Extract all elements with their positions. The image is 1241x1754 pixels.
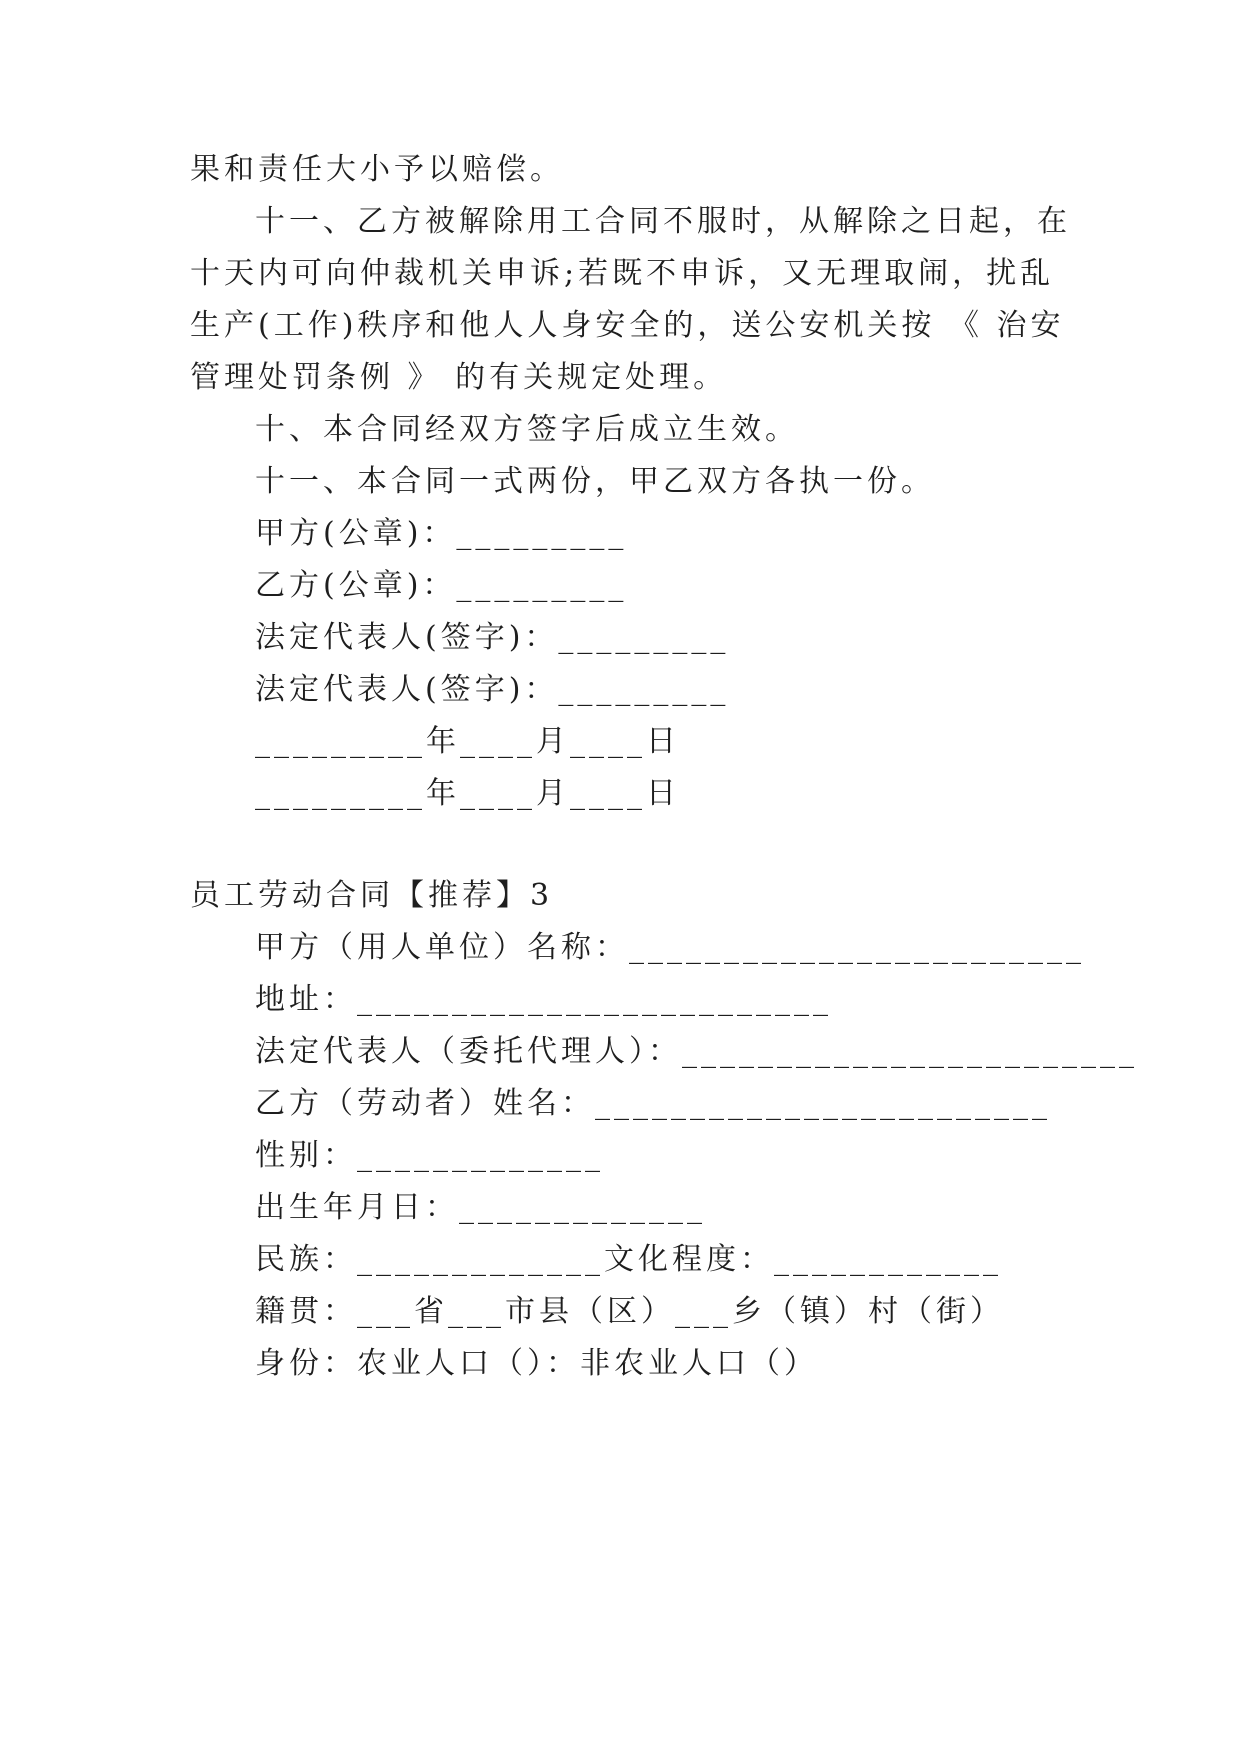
text-line: 十天内可向仲裁机关申诉;若既不申诉，又无理取闹，扰乱	[190, 256, 1055, 291]
field-line-native-place: 籍贯：___省___市县（区）___乡（镇）村（街）	[255, 1294, 1004, 1329]
field-line-birthdate: 出生年月日：_____________	[255, 1190, 706, 1225]
field-line-employer-name: 甲方（用人单位）名称：________________________	[255, 930, 1085, 965]
text-line: 果和责任大小予以赔偿。	[190, 152, 564, 187]
signature-line-party-b: 乙方(公章)：_________	[255, 568, 628, 603]
date-line: _________年____月____日	[255, 776, 680, 811]
signature-line-representative: 法定代表人(签字)：_________	[255, 672, 730, 707]
text-line: 生产(工作)秩序和他人人身安全的，送公安机关按 《 治安	[190, 308, 1065, 343]
field-line-identity: 身份：农业人口（）：非农业人口（）	[255, 1346, 818, 1381]
text-line: 十一、乙方被解除用工合同不服时，从解除之日起，在	[255, 204, 1071, 239]
text-line: 十、本合同经双方签字后成立生效。	[255, 412, 799, 447]
signature-line-party-a: 甲方(公章)：_________	[255, 516, 628, 551]
signature-line-representative: 法定代表人(签字)：_________	[255, 620, 730, 655]
text-line: 十一、本合同一式两份，甲乙双方各执一份。	[255, 464, 935, 499]
field-line-gender: 性别：_____________	[255, 1138, 604, 1173]
field-line-employee-name: 乙方（劳动者）姓名：________________________	[255, 1086, 1051, 1121]
field-line-representative: 法定代表人（委托代理人）：________________________	[255, 1034, 1138, 1069]
date-line: _________年____月____日	[255, 724, 680, 759]
text-line: 管理处罚条例 》 的有关规定处理。	[190, 360, 728, 395]
field-line-ethnicity-education: 民族：_____________文化程度：____________	[255, 1242, 1002, 1277]
field-line-address: 地址：_________________________	[255, 982, 832, 1017]
section-title: 员工劳动合同【推荐】3	[190, 878, 554, 913]
